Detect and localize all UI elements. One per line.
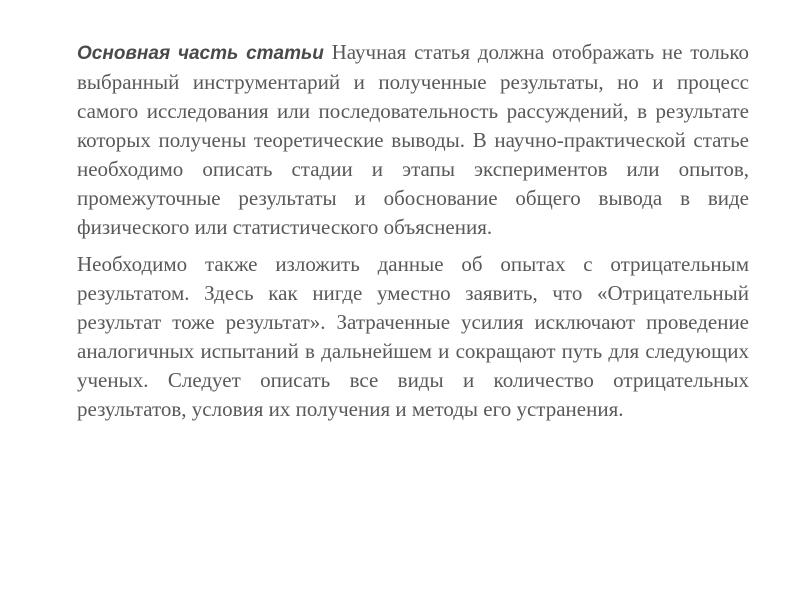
paragraph-2 xyxy=(77,250,749,424)
paragraph-1 xyxy=(77,38,749,242)
paragraph-1-text: Научная статья должна отображать не только выбранный инструментарий и полученные результаты, но и процесс самого исследования или последовательность рассуждений, в результате которых получены теоретические выводы. В научно-практической статье необходимо описать стадии и этапы экспериментов или опытов, промежуточные результаты и обоснование общего вывода в виде физического или статистического объяснения. xyxy=(77,40,750,239)
paragraph-2-text: Необходимо также изложить данные об опытах с отрицательным результатом. Здесь как нигде уместно заявить, что «Отрицательный результат тоже результат». Затраченные усилия исключают проведение аналогичных испытаний в дальнейшем и сокращают путь для следующих ученых. Следует описать все виды и количество отрицательных результатов, условия их получения и методы его устранения. xyxy=(77,252,749,421)
article-body xyxy=(77,38,749,432)
section-heading: Основная часть статьи xyxy=(77,43,324,64)
